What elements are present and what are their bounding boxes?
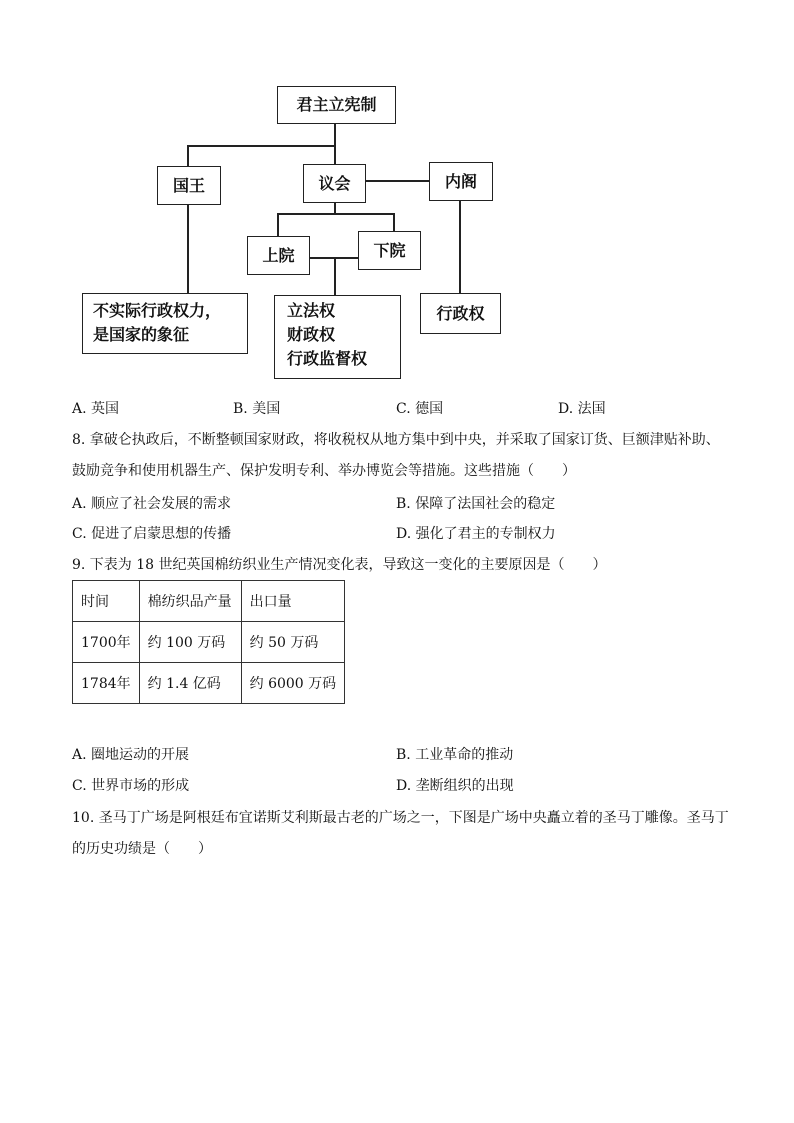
table-cell: 约 50 万码 <box>241 622 345 663</box>
cabinet-role-label: 行政权 <box>436 303 485 323</box>
q8-option-b: B. 保障了法国社会的稳定 <box>396 496 556 512</box>
table-cell: 约 1.4 亿码 <box>139 663 241 704</box>
cabinet-box <box>429 162 493 201</box>
table-cell: 1700年 <box>73 622 140 663</box>
king-box <box>157 166 221 205</box>
q7-option-c: C. 德国 <box>396 401 444 417</box>
root-box <box>277 86 396 124</box>
q10-stem: 10. 圣马丁广场是阿根廷布宜诺斯艾利斯最古老的广场之一，下图是广场中央矗立着的圣马丁雕像。圣马丁的历史功绩是（ ） <box>72 810 729 857</box>
q9-production-table <box>72 580 345 704</box>
upper-house-box <box>247 236 310 275</box>
cabinet-role-box <box>420 293 501 334</box>
king-role-line: 是国家的象征 <box>93 325 190 344</box>
q8-stem: 8. 拿破仑执政后，不断整顿国家财政，将收税权从地方集中到中央，并采取了国家订货、巨额津贴补助、鼓励竞争和使用机器生产、保护发明专利、举办博览会等措施。这些措施（ ） <box>72 432 720 479</box>
table-header-cell: 棉纺织品产量 <box>139 581 241 622</box>
cabinet-label: 内阁 <box>444 171 477 191</box>
table-header-cell: 时间 <box>73 581 140 622</box>
q7-option-b: B. 美国 <box>233 401 281 417</box>
q9-option-d: D. 垄断组织的出现 <box>396 778 514 794</box>
parliament-label: 议会 <box>318 173 351 193</box>
lower-house-box <box>358 231 421 270</box>
q9-stem: 9. 下表为 18 世纪英国棉纺织业生产情况变化表，导致这一变化的主要原因是（ ） <box>72 557 607 573</box>
king-role-line: 不实际行政权力， <box>93 301 222 320</box>
q9-option-b: B. 工业革命的推动 <box>396 747 514 763</box>
connector-line <box>366 180 430 182</box>
connector-line <box>459 200 461 294</box>
root-label: 君主立宪制 <box>296 95 377 114</box>
table-cell: 1784年 <box>73 663 140 704</box>
connector-line <box>187 145 189 167</box>
table-header-cell: 出口量 <box>241 581 345 622</box>
table-cell: 约 6000 万码 <box>241 663 345 704</box>
connector-line <box>334 145 336 165</box>
parliament-role-line: 行政监督权 <box>287 349 368 368</box>
connector-line <box>393 213 395 232</box>
parliament-role-line: 立法权 <box>287 301 336 320</box>
connector-line <box>277 213 394 215</box>
q9-option-a: A. 圈地运动的开展 <box>72 747 190 763</box>
q9-option-c: C. 世界市场的形成 <box>72 778 190 794</box>
connector-line <box>277 213 279 237</box>
q8-option-d: D. 强化了君主的专制权力 <box>396 526 556 542</box>
parliament-role-line: 财政权 <box>287 325 336 344</box>
table-header-row <box>73 581 345 622</box>
table-cell: 约 100 万码 <box>139 622 241 663</box>
upper-house-label: 上院 <box>262 245 295 265</box>
q8-option-c: C. 促进了启蒙思想的传播 <box>72 526 232 542</box>
connector-line <box>187 145 335 147</box>
parliament-role-box <box>274 295 401 379</box>
connector-line <box>334 123 336 146</box>
connector-line <box>334 257 336 296</box>
king-label: 国王 <box>172 175 205 195</box>
q7-option-d: D. 法国 <box>558 401 606 417</box>
parliament-box <box>303 164 366 203</box>
table-row <box>73 622 345 663</box>
q8-option-a: A. 顺应了社会发展的需求 <box>72 496 232 512</box>
connector-line <box>187 205 189 294</box>
table-row <box>73 663 345 704</box>
king-role-box <box>82 293 248 354</box>
lower-house-label: 下院 <box>373 240 406 260</box>
q7-option-a: A. 英国 <box>72 401 120 417</box>
